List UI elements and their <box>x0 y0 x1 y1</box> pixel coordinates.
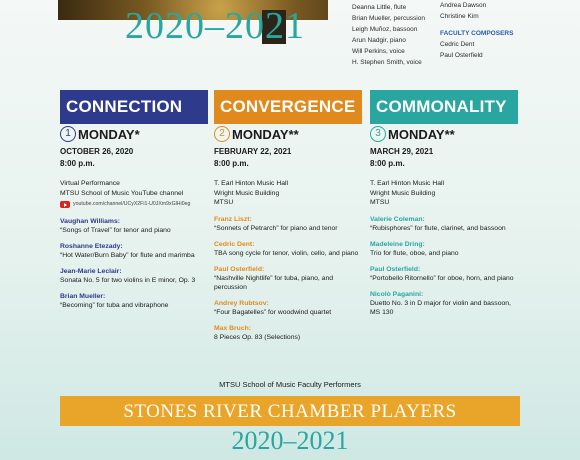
work: Trio for flute, oboe, and piano <box>370 249 459 257</box>
work: Sonata No. 5 for two violins in E minor, Op. 3 <box>60 276 196 284</box>
youtube-link[interactable] <box>60 200 208 210</box>
concert-number: 2 <box>214 126 230 142</box>
concert-date: MARCH 29, 2021 <box>370 147 434 156</box>
work: “Hot Water/Burn Baby” for flute and marimba <box>60 251 195 259</box>
composer: Nicolò Paganini: <box>370 290 424 298</box>
program-item <box>214 265 362 292</box>
work: Duetto No. 3 in D major for violin and bassoon, MS 130 <box>370 299 511 316</box>
concert-date: FEBRUARY 22, 2021 <box>214 147 292 156</box>
composer: Max Bruch: <box>214 324 252 332</box>
concert-day-label: MONDAY* <box>78 126 140 142</box>
concert-date: OCTOBER 26, 2020 <box>60 147 134 156</box>
youtube-icon <box>60 201 70 208</box>
work: “Four Bagatelles” for woodwind quartet <box>214 308 332 316</box>
concert-day-label: MONDAY** <box>388 126 455 142</box>
header-years: 2020–2021 <box>125 5 305 47</box>
concert-banner: COMMONALITY <box>370 90 518 124</box>
work: “Songs of Travel” for tenor and piano <box>60 226 171 234</box>
composer: Paul Osterfield: <box>370 265 421 273</box>
concert-date-block <box>60 146 208 170</box>
venue-line: MTSU <box>370 199 390 206</box>
concert-venue <box>214 179 362 208</box>
composer: Franz Liszt: <box>214 215 252 223</box>
composer: Jean-Marie Leclair: <box>60 267 122 275</box>
concert-day <box>214 126 362 142</box>
composer: Roshanne Etezady: <box>60 242 123 250</box>
composer: Madeleine Dring: <box>370 240 425 248</box>
venue-line: Wright Music Building <box>214 189 280 197</box>
concert-number: 1 <box>60 126 76 142</box>
performers-list-2 <box>440 0 513 61</box>
performer: Arun Nadgir, piano <box>352 37 406 44</box>
concert-convergence <box>214 90 362 342</box>
work: “Becoming” for tuba and vibraphone <box>60 301 169 309</box>
program-item <box>214 240 362 258</box>
program-item <box>60 242 208 260</box>
program-item <box>60 292 208 310</box>
concert-time: 8:00 p.m. <box>370 159 405 168</box>
faculty-composer: Paul Osterfield <box>440 52 483 59</box>
concert-day <box>60 126 208 142</box>
venue-line: Wright Music Building <box>370 189 436 197</box>
composer: Valerie Coleman: <box>370 215 425 223</box>
program-item <box>214 299 362 317</box>
faculty-composer: Cedric Dent <box>440 41 475 48</box>
concert-time: 8:00 p.m. <box>214 159 249 168</box>
performer: Andrea Dawson <box>440 2 487 9</box>
program-item <box>60 267 208 285</box>
concert-date-block <box>370 146 518 170</box>
performers-list <box>352 2 425 68</box>
work: TBA song cycle for tenor, violin, cello, and piano <box>214 249 359 257</box>
program-item <box>370 215 518 233</box>
composer: Andrey Rubtsov: <box>214 299 269 307</box>
footer-title: STONES RIVER CHAMBER PLAYERS <box>60 396 520 426</box>
concert-time: 8:00 p.m. <box>60 159 95 168</box>
faculty-composers-heading: FACULTY COMPOSERS <box>440 30 514 37</box>
concert-venue <box>370 179 518 208</box>
venue-line: Virtual Performance <box>60 180 120 187</box>
concert-venue <box>60 179 208 210</box>
program-item <box>370 240 518 258</box>
concert-number: 3 <box>370 126 386 142</box>
venue-line: T. Earl Hinton Music Hall <box>370 180 445 187</box>
composer: Cedric Dent: <box>214 240 255 248</box>
work: “Rubisphores” for flute, clarinet, and bassoon <box>370 224 506 232</box>
program-item <box>214 215 362 233</box>
composer: Vaughan Williams: <box>60 217 120 225</box>
performer: Brian Mueller, percussion <box>352 15 425 22</box>
work: “Sonnets of Petrarch” for piano and tenor <box>214 224 338 232</box>
footer-subtitle: MTSU School of Music Faculty Performers <box>219 380 361 389</box>
venue-line: T. Earl Hinton Music Hall <box>214 180 289 187</box>
concert-date-block <box>214 146 362 170</box>
program-item <box>214 324 362 342</box>
concert-commonality <box>370 90 518 317</box>
composer: Paul Osterfield: <box>214 265 265 273</box>
program-item <box>370 265 518 283</box>
work: “Portobello Ritornello” for oboe, horn, and piano <box>370 274 514 282</box>
venue-line: MTSU School of Music YouTube channel <box>60 189 184 197</box>
work: 8 Pieces Op. 83 (Selections) <box>214 333 301 341</box>
program-item <box>370 290 518 317</box>
concert-banner: CONNECTION <box>60 90 208 124</box>
venue-line: MTSU <box>214 199 234 206</box>
concert-connection <box>60 90 208 310</box>
composer: Brian Mueller: <box>60 292 106 300</box>
performer: H. Stephen Smith, voice <box>352 59 422 66</box>
performer: Christine Kim <box>440 13 479 20</box>
concert-banner: CONVERGENCE <box>214 90 362 124</box>
performer: Deanna Little, flute <box>352 4 407 11</box>
concert-day <box>370 126 518 142</box>
program-item <box>60 217 208 235</box>
footer-years: 2020–2021 <box>231 426 349 455</box>
work: “Nashville Nightlife” for tuba, piano, and percussion <box>214 274 334 291</box>
youtube-url[interactable]: youtube.com/channel/UCyX2Fi1-U0JXm9xGlHi0eg <box>73 201 191 207</box>
concert-day-label: MONDAY** <box>232 126 299 142</box>
performer: Will Perkins, voice <box>352 48 405 55</box>
performer: Leigh Muñoz, bassoon <box>352 26 418 33</box>
